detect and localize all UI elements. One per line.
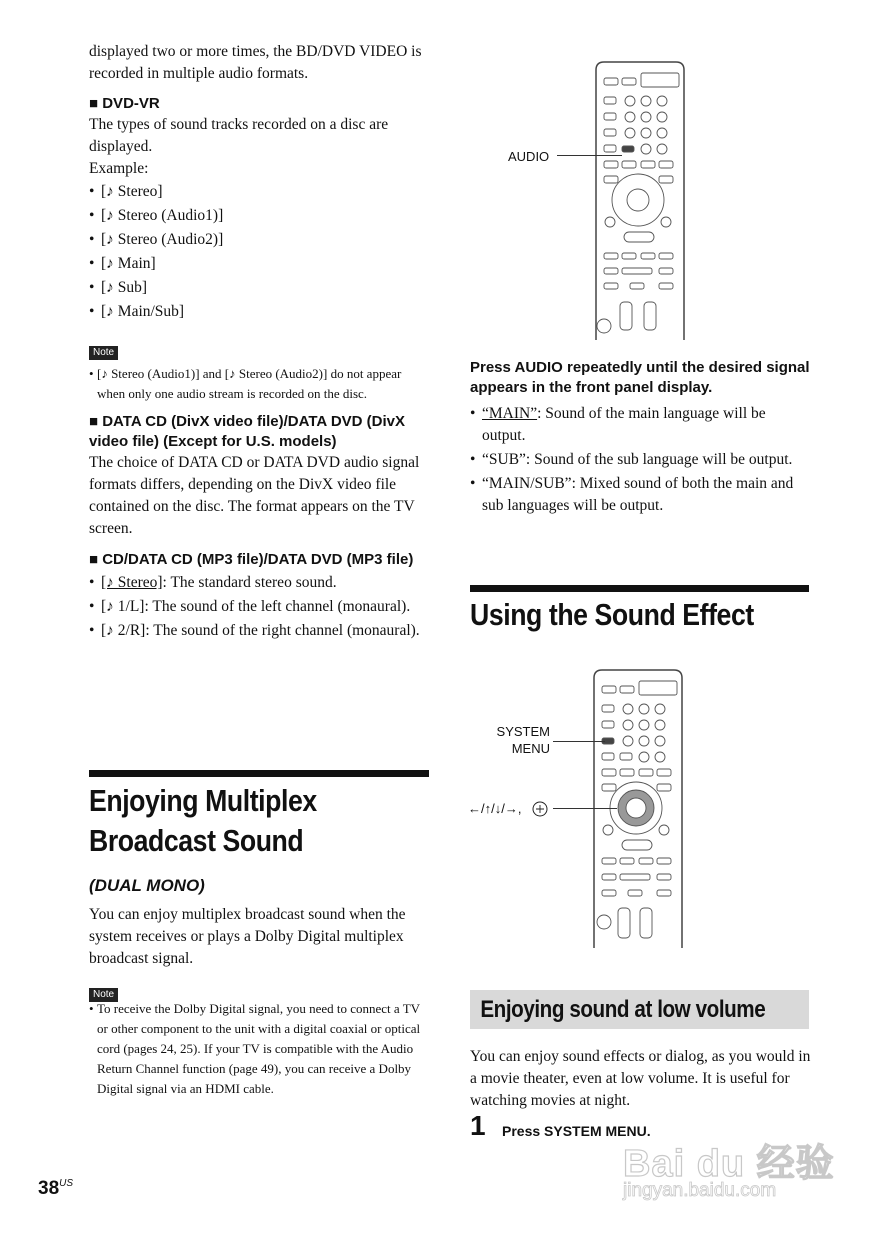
step-text: Press SYSTEM MENU.: [502, 1123, 651, 1139]
audio-options-list: [470, 403, 812, 517]
section-title-line: Enjoying Multiplex: [89, 783, 317, 818]
list-item: [470, 449, 812, 471]
list-item: • [♪ Main/Sub]: [89, 300, 429, 324]
list-desc: : Sound of the sub language will be output.: [525, 451, 793, 468]
divx-text: The choice of DATA CD or DATA DVD audio signal formats differs, depending on the DivX video file contained on the disc. The format appears on the TV screen.: [89, 454, 420, 537]
list-item: [89, 572, 429, 594]
baidu-watermark: Bai du 经验: [623, 1143, 835, 1185]
section-rule-left: [89, 770, 429, 777]
list-desc: : The sound of the right channel (monaural).: [145, 622, 420, 639]
note-text-2: • To receive the Dolby Digital signal, you need to connect a TV or other component to the unit with a digital coaxial or optical cord (pages 24, 25). If your TV is compatible with the Audio Return Channel function (page 49), you can receive a Dolby Digital signal via an HDMI cable.: [89, 999, 429, 1099]
remote-control-illustration-2: [590, 668, 690, 950]
list-item: [470, 403, 812, 447]
low-volume-text: You can enjoy sound effects or dialog, as you would in a movie theater, even at low volume. It is useful for watching movies at night.: [470, 1048, 811, 1109]
list-term: “SUB”: [482, 451, 526, 468]
list-desc: : Sound of the main language will be output.: [482, 405, 766, 444]
list-item: • [♪ Stereo]: [89, 180, 429, 204]
system-label-line: SYSTEM: [496, 724, 550, 739]
list-item: • [♪ Stereo (Audio2)]: [89, 228, 429, 252]
list-term: “MAIN/SUB”: [482, 475, 572, 492]
enter-button-icon: [531, 800, 549, 818]
arrows-callout-label: ←/↑/↓/→,: [468, 801, 522, 816]
list-item: [89, 620, 429, 642]
list-item: • [♪ Main]: [89, 252, 429, 276]
mp3-heading: ■ CD/DATA CD (MP3 file)/DATA DVD (MP3 file): [89, 551, 414, 568]
arrows-callout-line: [553, 808, 617, 809]
low-volume-subheading-box: [470, 990, 809, 1029]
list-item: [470, 473, 812, 517]
section-title-line: Broadcast Sound: [89, 823, 304, 858]
multiplex-text: You can enjoy multiplex broadcast sound when the system receives or plays a Dolby Digital multiplex broadcast signal.: [89, 906, 406, 967]
intro-text: displayed two or more times, the BD/DVD VIDEO is recorded in multiple audio formats.: [89, 43, 422, 82]
audio-callout-line: [557, 155, 622, 156]
list-term: [♪ Stereo]: [101, 574, 163, 591]
page-suffix: US: [59, 1178, 74, 1189]
section-title-sound-effect: Using the Sound Effect: [470, 597, 754, 632]
divx-heading: ■ DATA CD (DivX video file)/DATA DVD (DivX video file) (Except for U.S. models): [89, 413, 406, 450]
section-title-multiplex: [89, 781, 433, 861]
dvdvr-text: The types of sound tracks recorded on a disc are displayed.: [89, 116, 389, 155]
note-badge: Note: [89, 346, 118, 360]
system-menu-callout-label: [492, 723, 550, 757]
dvdvr-list: [89, 180, 429, 324]
system-menu-callout-line: [553, 741, 605, 742]
low-volume-subheading: Enjoying sound at low volume: [480, 996, 766, 1023]
baidu-watermark-url: jingyan.baidu.com: [623, 1180, 777, 1201]
remote-control-illustration: [590, 60, 690, 342]
list-term: [♪ 2/R]: [101, 622, 146, 639]
note-text: • [♪ Stereo (Audio1)] and [♪ Stereo (Audio2)] do not appear when only one audio stream is recorded on the disc.: [89, 364, 429, 404]
list-desc: : The sound of the left channel (monaural).: [144, 598, 411, 615]
page-number: [38, 1178, 73, 1200]
list-item: • [♪ Sub]: [89, 276, 429, 300]
right-column-text: [470, 358, 812, 517]
page-num: 38: [38, 1178, 60, 1199]
dvdvr-heading: ■ DVD-VR: [89, 95, 160, 112]
left-column: [89, 41, 429, 642]
list-desc: : The standard stereo sound.: [162, 574, 337, 591]
list-item: • [♪ Stereo (Audio1)]: [89, 204, 429, 228]
press-audio-instruction: Press AUDIO repeatedly until the desired signal appears in the front panel display.: [470, 359, 810, 396]
note-badge: Note: [89, 988, 118, 1002]
step-number: 1: [470, 1110, 486, 1141]
list-term: “MAIN”: [482, 405, 538, 422]
example-label: Example:: [89, 160, 149, 177]
system-label-line: MENU: [511, 741, 550, 756]
audio-callout-label: AUDIO: [508, 149, 550, 164]
dual-mono-subtitle: (DUAL MONO): [89, 876, 205, 895]
list-desc: : Mixed sound of both the main and sub languages will be output.: [482, 475, 794, 514]
list-term: [♪ 1/L]: [101, 598, 145, 615]
list-item: [89, 596, 429, 618]
section-rule-right: [470, 585, 809, 592]
